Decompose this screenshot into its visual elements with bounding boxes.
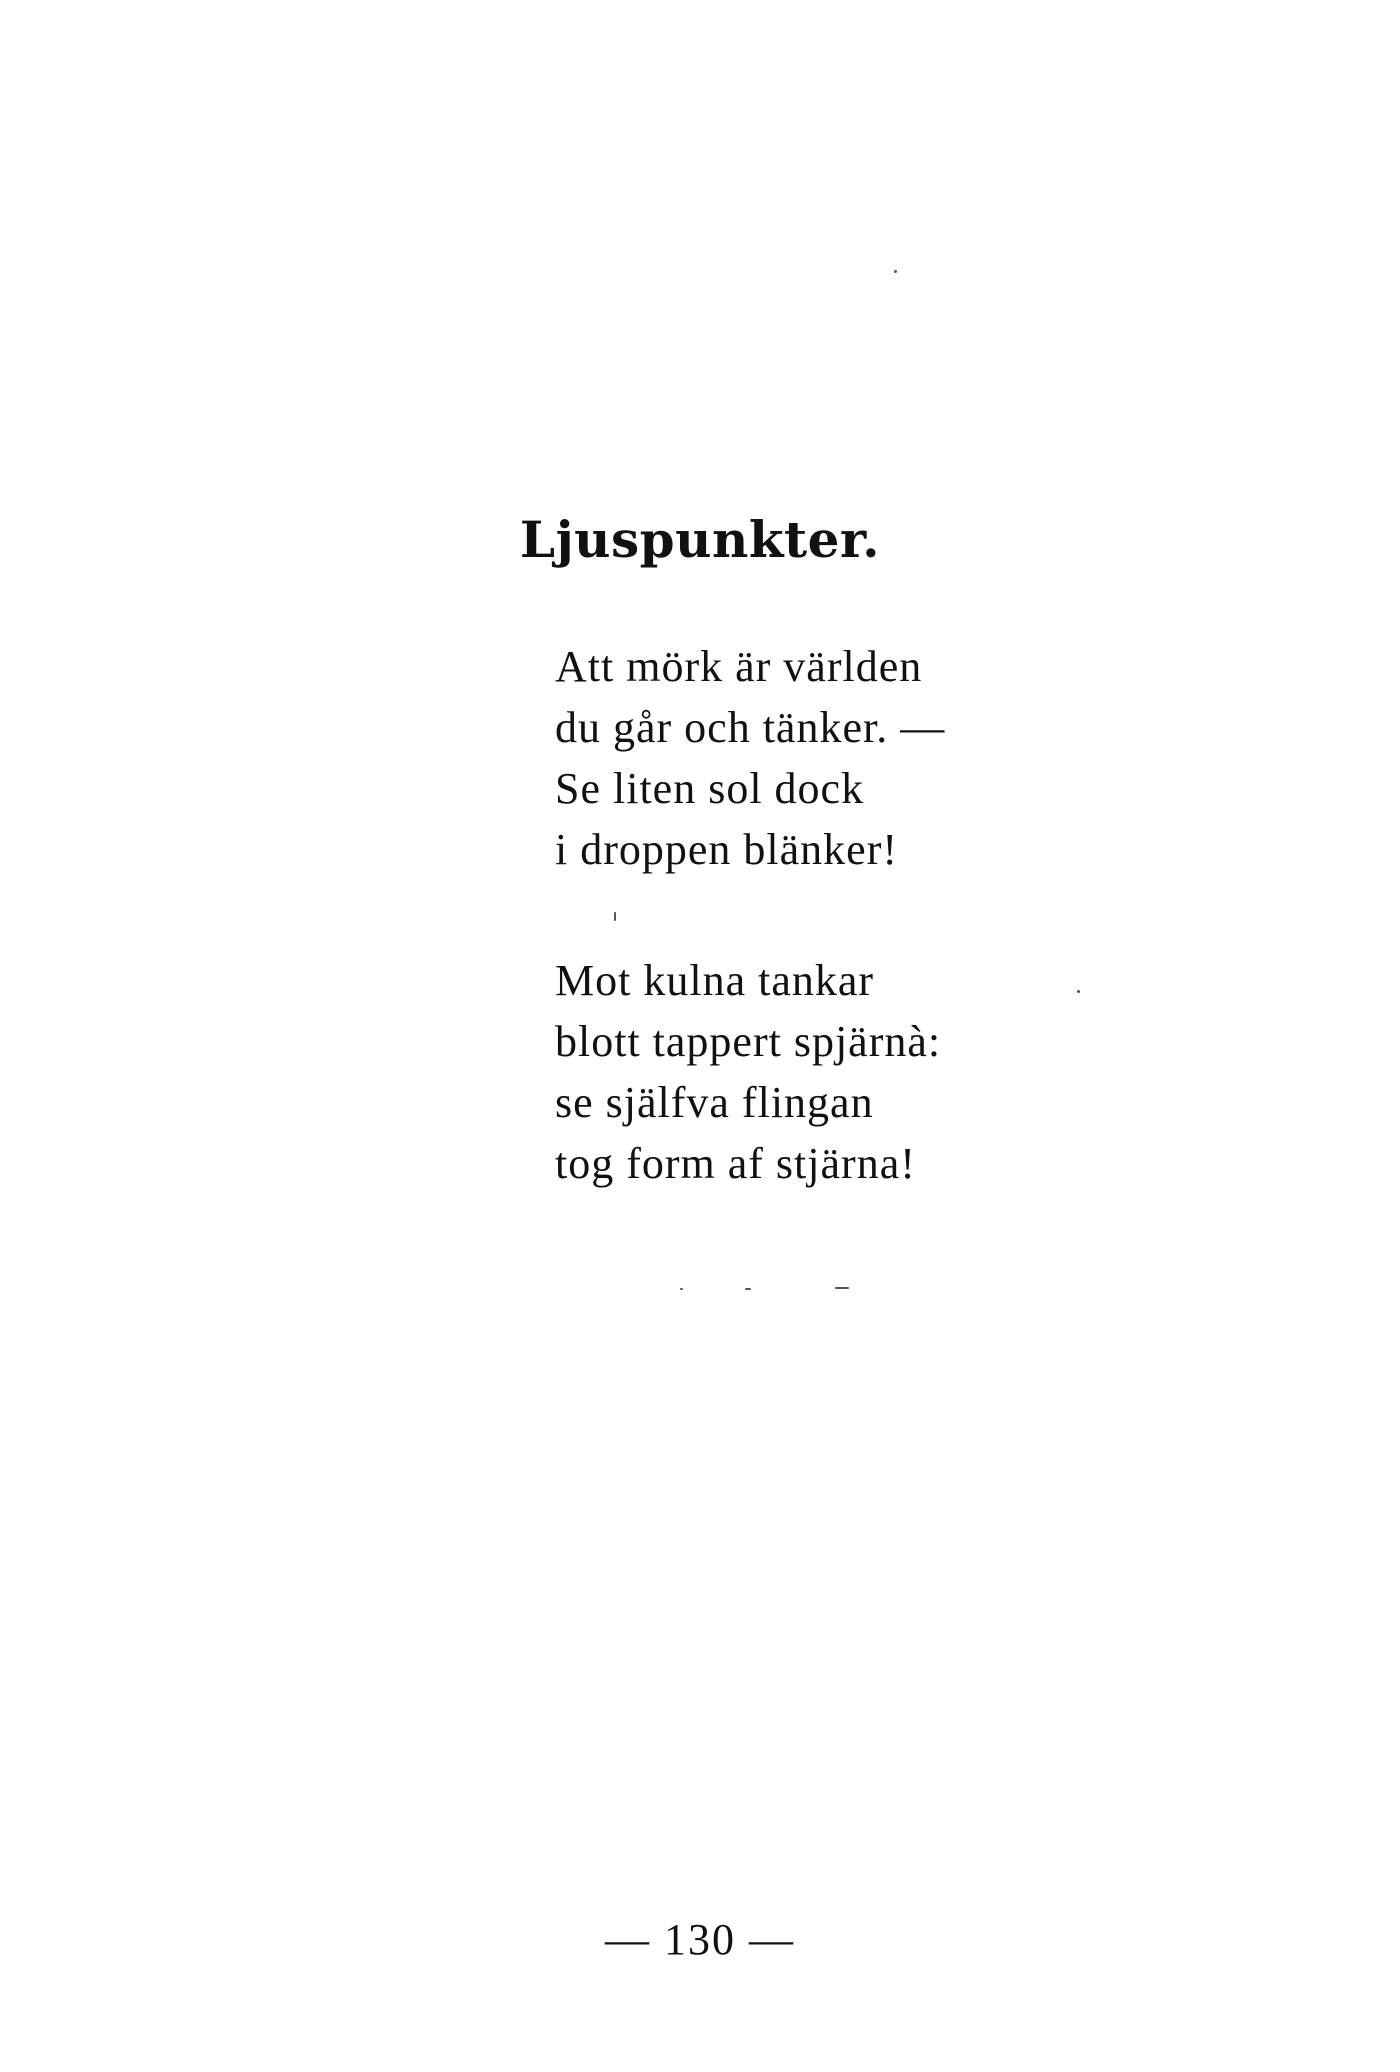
page-number: — 130 —: [605, 1915, 795, 1964]
verse-line: se själfva flingan: [555, 1078, 874, 1127]
verse-line: blott tappert spjärnà:: [555, 1017, 942, 1066]
scan-speck: [745, 1288, 751, 1290]
verse-line: i droppen blänker!: [555, 825, 898, 874]
verse-line: tog form af stjärna!: [555, 1139, 916, 1188]
stanza-1: [555, 636, 1155, 880]
scan-speck: [894, 270, 897, 273]
verse-line: Se liten sol dock: [555, 764, 865, 813]
scan-speck: [835, 1287, 849, 1289]
verse-line: Mot kulna tankar: [555, 956, 875, 1005]
poem-title: Ljuspunkter.: [519, 510, 881, 569]
stanza-2: [555, 950, 1155, 1194]
verse-line: Att mörk är världen: [555, 642, 923, 691]
scan-speck: [1077, 990, 1080, 993]
scan-speck: [680, 1288, 683, 1290]
scan-speck: [614, 912, 616, 921]
verse-line: du går och tänker. —: [555, 703, 946, 752]
